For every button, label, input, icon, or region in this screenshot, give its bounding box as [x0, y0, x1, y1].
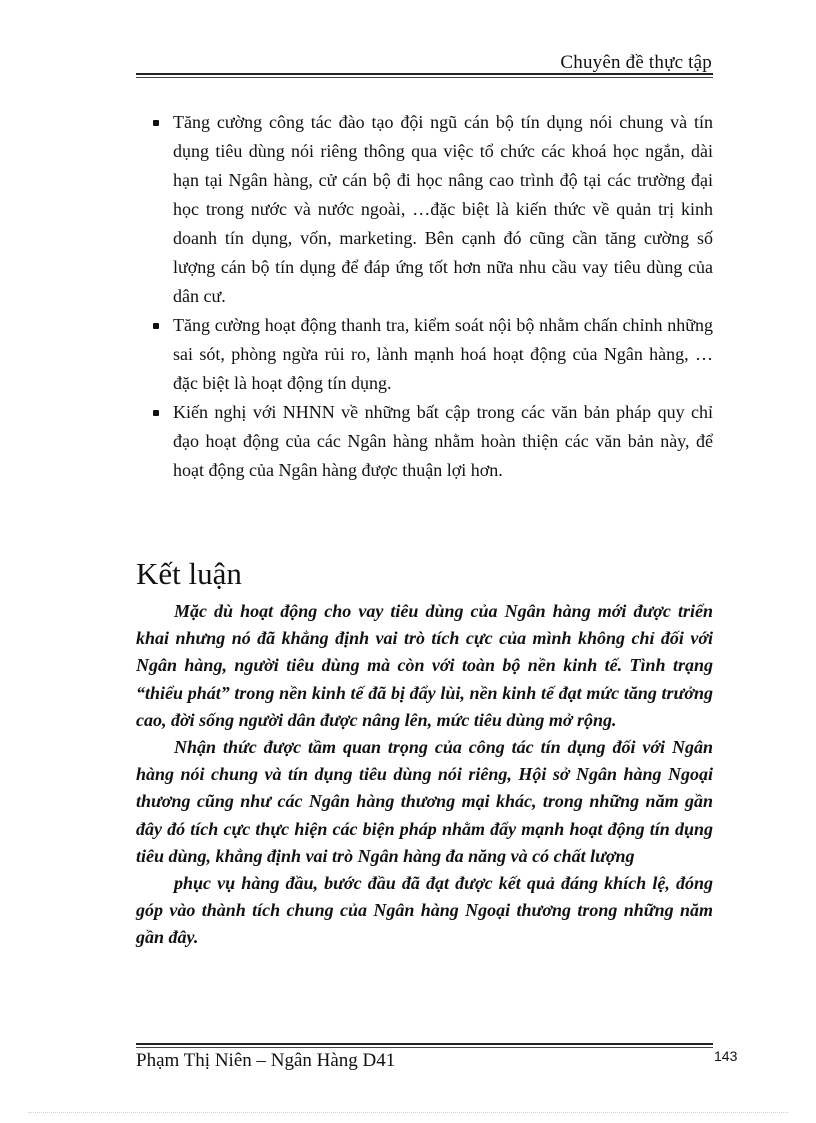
running-header-title: Chuyên đề thực tập: [560, 52, 712, 73]
conclusion-paragraph: Mặc dù hoạt động cho vay tiêu dùng của Ngân hàng mới được triển khai nhưng nó đã khẳng định vai trò tích cực của mình không chỉ đối với Ngân hàng, người tiêu dùng mà còn với toàn bộ nền kinh tế. Tình trạng “thiểu phát” trong nền kinh tế đã bị đẩy lùi, nền kinh tế đạt mức tăng trưởng cao, đời sống người dân được nâng lên, mức tiêu dùng mở rộng.: [136, 601, 713, 730]
conclusion-heading: Kết luận: [136, 555, 242, 591]
conclusion-paragraph: Nhận thức được tầm quan trọng của công tác tín dụng đối với Ngân hàng nói chung và tín dụng tiêu dùng nói riêng, Hội sở Ngân hàng Ngoại thương cũng như các Ngân hàng thương mại khác, trong những năm gần đây đó tích cực thực hiện các biện pháp nhằm đẩy mạnh hoạt động tín dụng tiêu dùng, khẳng định vai trò Ngân hàng đa năng và có chất lượng: [136, 737, 713, 866]
page-edge-divider: [28, 1112, 788, 1113]
bullet-icon: [153, 120, 159, 126]
bullet-text: Kiến nghị với NHNN về những bất cập trong các văn bản pháp quy chỉ đạo hoạt động của các Ngân hàng nhằm hoàn thiện các văn bản này, để hoạt động của Ngân hàng được thuận lợi hơn.: [173, 402, 713, 480]
footer-rule: [136, 1043, 713, 1048]
footer-author: Phạm Thị Niên – Ngân Hàng D41: [136, 1050, 396, 1071]
bullet-item-training: [136, 108, 713, 311]
header-rule: [136, 73, 713, 78]
recommendations-list: [136, 108, 713, 485]
conclusion-body: [136, 598, 713, 952]
page-number: 143: [714, 1048, 738, 1064]
conclusion-paragraph: phục vụ hàng đầu, bước đầu đã đạt được kết quả đáng khích lệ, đóng góp vào thành tích chung của Ngân hàng Ngoại thương trong những năm gần đây.: [136, 873, 713, 948]
bullet-icon: [153, 323, 159, 329]
bullet-item-recommendation: [136, 398, 713, 485]
bullet-item-inspection: [136, 311, 713, 398]
bullet-text: Tăng cường hoạt động thanh tra, kiểm soát nội bộ nhằm chấn chỉnh những sai sót, phòng ngừa rủi ro, lành mạnh hoá hoạt động của Ngân hàng, … đặc biệt là hoạt động tín dụng.: [173, 315, 713, 393]
bullet-text: Tăng cường công tác đào tạo đội ngũ cán bộ tín dụng nói chung và tín dụng tiêu dùng nói riêng thông qua việc tổ chức các khoá học ngắn, dài hạn tại Ngân hàng, cử cán bộ đi học nâng cao trình độ tại các trường đại học trong nước và nước ngoài, …đặc biệt là kiến thức về quản trị kinh doanh tín dụng, vốn, marketing. Bên cạnh đó cũng cần tăng cường số lượng cán bộ tín dụng để đáp ứng tốt hơn nữa nhu cầu vay tiêu dùng của dân cư.: [173, 112, 713, 306]
bullet-icon: [153, 410, 159, 416]
